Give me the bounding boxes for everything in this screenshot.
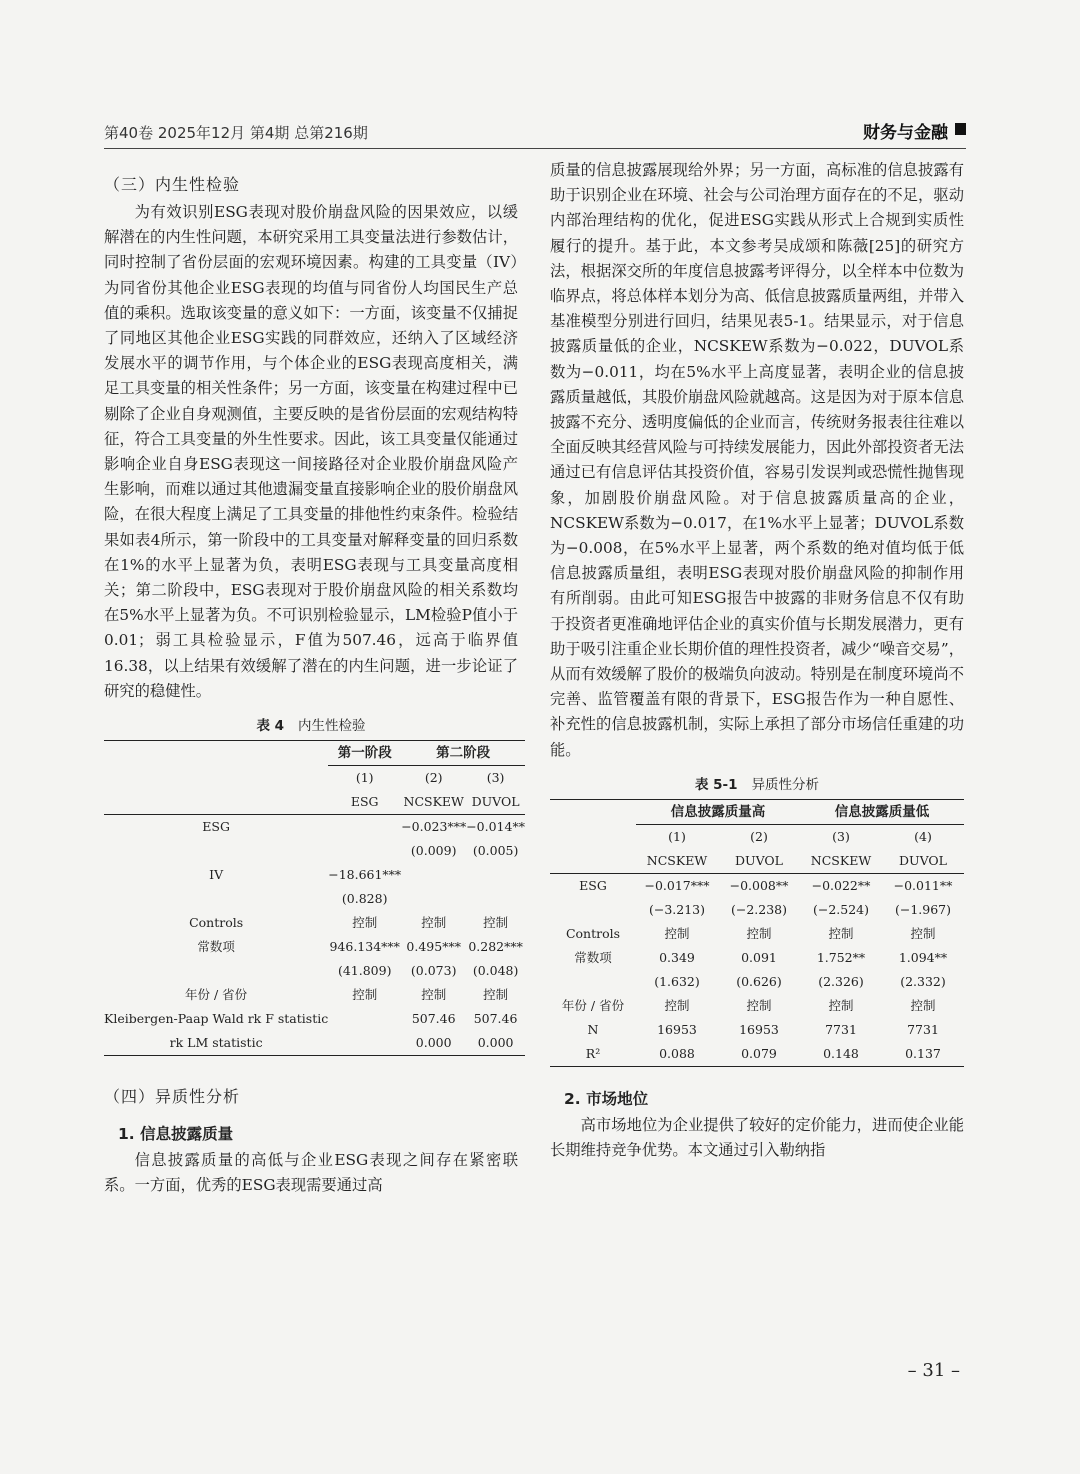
table51-row-label: ESG [579, 877, 607, 893]
table51-low-group-header: 信息披露质量低 [800, 799, 964, 824]
table4-row-label [104, 839, 328, 863]
table51-row [550, 1018, 964, 1042]
table51-colnum: (1) [668, 828, 686, 844]
disclosure-continued-paragraph: 质量的信息披露展现给外界；另一方面，高标准的信息披露有助于识别企业在环境、社会与公司治理方面存在的不足，驱动内部治理结构的优化，促进ESG实践从形式上合规到实质性履行的提升。基于此，本文参考吴成颂和陈薇[25]的研究方法，根据深交所的年度信息披露考评得分，以全样本中位数为临界点，将总体样本划分为高、低信息披露质量两组，并带入基准模型分别进行回归，结果见表5-1。结果显示，对于信息披露质量低的企业，NCSKEW系数为−0.022，DUVOL系数为−0.011，均在5%水平上高度显著，表明企业的信息披露质量越低，其股价崩盘风险就越高。这是因为对于原本信息披露不充分、透明度偏低的企业而言，传统财务报表往往难以全面反映其经营风险与可持续发展能力，因此外部投资者无法通过已有信息评估其投资价值，容易引发误判或恐慌性抛售现象，加剧股价崩盘风险。对于信息披露质量高的企业，NCSKEW系数为−0.017，在1%水平上显著；DUVOL系数为−0.008，在5%水平上显著，两个系数的绝对值均低于低信息披露质量组，表明ESG表现对股价崩盘风险的抑制作用有所削弱。由此可知ESG报告中披露的非财务信息不仅有助于投资者更准确地评估企业的真实价值与长期发展潜力，更有助于吸引注重企业长期价值的理性投资者，减少“噪音交易”，从而有效缓解了股价的极端负向波动。特别是在制度环境尚不完善、监管覆盖有限的背景下，ESG报告作为一种自愿性、补充性的信息披露机制，实际上承担了部分市场信任重建的功能。 [550, 161, 964, 759]
header-rule [104, 148, 966, 149]
table51-title: 异质性分析 [751, 776, 820, 793]
right-column [550, 158, 964, 1163]
table4-cell [328, 1007, 401, 1031]
table51-cell: 0.088 [636, 1042, 718, 1067]
table51-cell: 控制 [910, 925, 936, 941]
table4-cell [401, 887, 466, 911]
table4-cell: (0.073) [410, 963, 457, 979]
table51-cell: 0.091 [741, 949, 777, 965]
table51-row [550, 1042, 964, 1067]
table4-cell [328, 839, 401, 863]
table4-cell: 507.46 [473, 1011, 518, 1027]
table4-cell: 507.46 [411, 1011, 456, 1027]
table51-cell: 7731 [907, 1021, 939, 1037]
table51-cell: 控制 [828, 997, 854, 1013]
subsection-market-position-title: 2. 市场地位 [564, 1089, 649, 1108]
table4-cell: 控制 [352, 987, 378, 1003]
table4-cell: 控制 [483, 987, 509, 1003]
table51-row [550, 946, 964, 970]
journal-name: 财务与金融 [863, 123, 948, 143]
table4-row [104, 983, 525, 1007]
table51-row [550, 994, 964, 1018]
table51-row-label [550, 970, 636, 994]
table51-colvar: NCSKEW [636, 849, 718, 874]
table4-colnum: (1) [355, 770, 374, 786]
table51-cell: 16953 [739, 1021, 779, 1037]
table4-title: 内生性检验 [298, 718, 366, 735]
table4-cell: 控制 [483, 915, 509, 931]
table51-cell: (−2.238) [730, 901, 787, 917]
table4-cell: (0.009) [410, 843, 457, 859]
table51-colvar: NCSKEW [800, 849, 882, 874]
table4 [104, 740, 525, 1056]
table4-cell: 控制 [421, 915, 447, 931]
table51-row-label: R² [550, 1042, 636, 1067]
table4-row [104, 935, 525, 959]
table4-stage1-header: 第一阶段 [328, 741, 401, 766]
table51-cell: 控制 [664, 997, 690, 1013]
table4-cell: (0.828) [341, 891, 388, 907]
table4-row-label [104, 887, 328, 911]
table4-row-label: IV [209, 867, 224, 883]
table4-cell [401, 863, 466, 887]
table51-cell: 控制 [664, 925, 690, 941]
table4-cell: −0.014** [466, 819, 525, 835]
table4-cell [466, 887, 525, 911]
table51-cell: −0.011** [893, 877, 953, 893]
subsection-disclosure-title: 1. 信息披露质量 [118, 1125, 234, 1144]
table51-cell: (1.632) [654, 973, 700, 989]
header-square-mark [955, 123, 966, 135]
table51-cell: 1.094** [898, 949, 948, 965]
table51-cell: 0.137 [882, 1042, 964, 1067]
table4-label: 表 4 [256, 718, 285, 735]
table51-row [550, 898, 964, 922]
table4-row-label: Kleibergen-Paap Wald rk F statistic [104, 1011, 329, 1027]
table4-row [104, 839, 525, 863]
table4-row-label: rk LM statistic [104, 1031, 328, 1056]
table4-cell: 控制 [352, 915, 378, 931]
table51-caption [550, 773, 964, 793]
table4-row-label [104, 959, 328, 983]
table4-cell: (41.809) [337, 963, 392, 979]
left-column [104, 170, 525, 1198]
table4-row [104, 959, 525, 983]
section-heterogeneity-title: （四）异质性分析 [104, 1087, 241, 1107]
table4-row-label: ESG [202, 819, 230, 835]
table51-row-label: 年份 / 省份 [561, 997, 625, 1013]
table51-colnum: (4) [914, 828, 932, 844]
table4-cell [466, 863, 525, 887]
table51-row-label [550, 898, 636, 922]
table4-body [104, 815, 525, 1056]
table51-cell: −0.017*** [644, 877, 710, 893]
table51-row [550, 922, 964, 946]
table51-cell: 控制 [746, 997, 772, 1013]
table4-cell [328, 815, 401, 840]
table51-cell: −0.008** [729, 877, 789, 893]
journal-issue-info: 第40卷 2025年12月 第4期 总第216期 [104, 124, 368, 142]
table51-cell: (−3.213) [648, 901, 705, 917]
table4-cell: 0.282*** [468, 939, 523, 955]
table4-row [104, 911, 525, 935]
table4-colvar: DUVOL [466, 790, 525, 815]
table51-cell: 1.752** [816, 949, 866, 965]
table5-1 [550, 799, 964, 1067]
table51-cell: 控制 [828, 925, 854, 941]
table51-row-label: 常数项 [574, 949, 612, 965]
table4-cell: 0.000 [401, 1031, 466, 1056]
table51-cell: −0.022** [811, 877, 871, 893]
table4-cell: −18.661*** [328, 867, 402, 883]
table4-row-label: 年份 / 省份 [185, 987, 248, 1003]
table51-cell: (2.332) [900, 973, 946, 989]
table4-cell: 控制 [421, 987, 447, 1003]
table51-colvar: DUVOL [718, 849, 800, 874]
table4-cell [328, 1031, 401, 1056]
table4-cell: 0.000 [466, 1031, 525, 1056]
table4-row-label: Controls [189, 915, 244, 931]
table4-row-label: 常数项 [197, 939, 235, 955]
table4-cell: −0.023*** [401, 819, 467, 835]
table4-colnum: (3) [486, 770, 505, 786]
section-endogeneity-title: （三）内生性检验 [104, 175, 241, 194]
table4-colvar: ESG [328, 790, 401, 815]
table51-row [550, 873, 964, 898]
table51-cell: 0.148 [800, 1042, 882, 1067]
table51-cell: 控制 [910, 997, 936, 1013]
table51-cell: (−1.967) [894, 901, 951, 917]
table51-cell: 16953 [657, 1021, 697, 1037]
table4-cell: (0.048) [472, 963, 519, 979]
table4-cell: (0.005) [472, 843, 519, 859]
page-header [104, 118, 966, 148]
table51-colnum: (2) [750, 828, 768, 844]
table51-cell: (2.326) [818, 973, 864, 989]
table51-colvar: DUVOL [882, 849, 964, 874]
market-position-paragraph: 高市场地位为企业提供了较好的定价能力，进而使企业能长期维持竞争优势。本文通过引入勒纳指 [550, 1115, 964, 1160]
table51-cell: (0.626) [736, 973, 782, 989]
table51-cell: 0.349 [659, 949, 695, 965]
table4-row [104, 863, 525, 887]
table51-label: 表 5-1 [694, 776, 738, 793]
table4-row [104, 887, 525, 911]
table4-cell: 0.495*** [406, 939, 461, 955]
endogeneity-paragraph: 为有效识别ESG表现对股价崩盘风险的因果效应，以缓解潜在的内生性问题，本研究采用工具变量法进行参数估计，同时控制了省份层面的宏观环境因素。构建的工具变量（IV）为同省份其他企业ESG表现的均值与同省份人均国民生产总值的乘积。选取该变量的意义如下：一方面，该变量不仅捕捉了同地区其他企业ESG实践的同群效应，还纳入了区域经济发展水平的调节作用，与个体企业的ESG表现高度相关，满足工具变量的相关性条件；另一方面，该变量在构建过程中已剔除了企业自身观测值，主要反映的是省份层面的宏观结构特征，符合工具变量的外生性要求。因此，该工具变量仅能通过影响企业自身ESG表现这一间接路径对企业股价崩盘风险产生影响，而难以通过其他遗漏变量直接影响企业的股价崩盘风险，在很大程度上满足了工具变量的排他性约束条件。检验结果如表4所示，第一阶段中的工具变量对解释变量的回归系数在1%的水平上显著为负，表明ESG表现与工具变量高度相关；第二阶段中，ESG表现对于股价崩盘风险的相关系数均在5%水平上显著为负。不可识别检验显示，LM检验P值小于0.01；弱工具检验显示，F值为507.46，远高于临界值16.38，以上结果有效缓解了潜在的内生问题，进一步论证了研究的稳健性。 [104, 203, 518, 700]
table51-cell: 控制 [746, 925, 772, 941]
table51-body [550, 873, 964, 1066]
table51-row-label: N [587, 1021, 599, 1037]
table4-caption [104, 714, 518, 734]
table51-row [550, 970, 964, 994]
table4-colvar: NCSKEW [401, 790, 466, 815]
table51-high-group-header: 信息披露质量高 [636, 799, 800, 824]
table4-row [104, 1007, 525, 1031]
table51-row-label: Controls [565, 925, 621, 941]
table4-cell: 946.134*** [329, 939, 400, 955]
disclosure-paragraph: 信息披露质量的高低与企业ESG表现之间存在紧密联系。一方面，优秀的ESG表现需要通过高 [104, 1151, 518, 1195]
table4-stage2-header: 第二阶段 [401, 741, 525, 766]
table4-row [104, 1031, 525, 1056]
table51-cell: (−2.524) [812, 901, 869, 917]
table51-cell: 7731 [825, 1021, 857, 1037]
table4-row [104, 815, 525, 840]
table4-colnum: (2) [424, 770, 443, 786]
table51-colnum: (3) [832, 828, 850, 844]
page-number: – 31 – [907, 1360, 960, 1381]
table51-cell: 0.079 [718, 1042, 800, 1067]
